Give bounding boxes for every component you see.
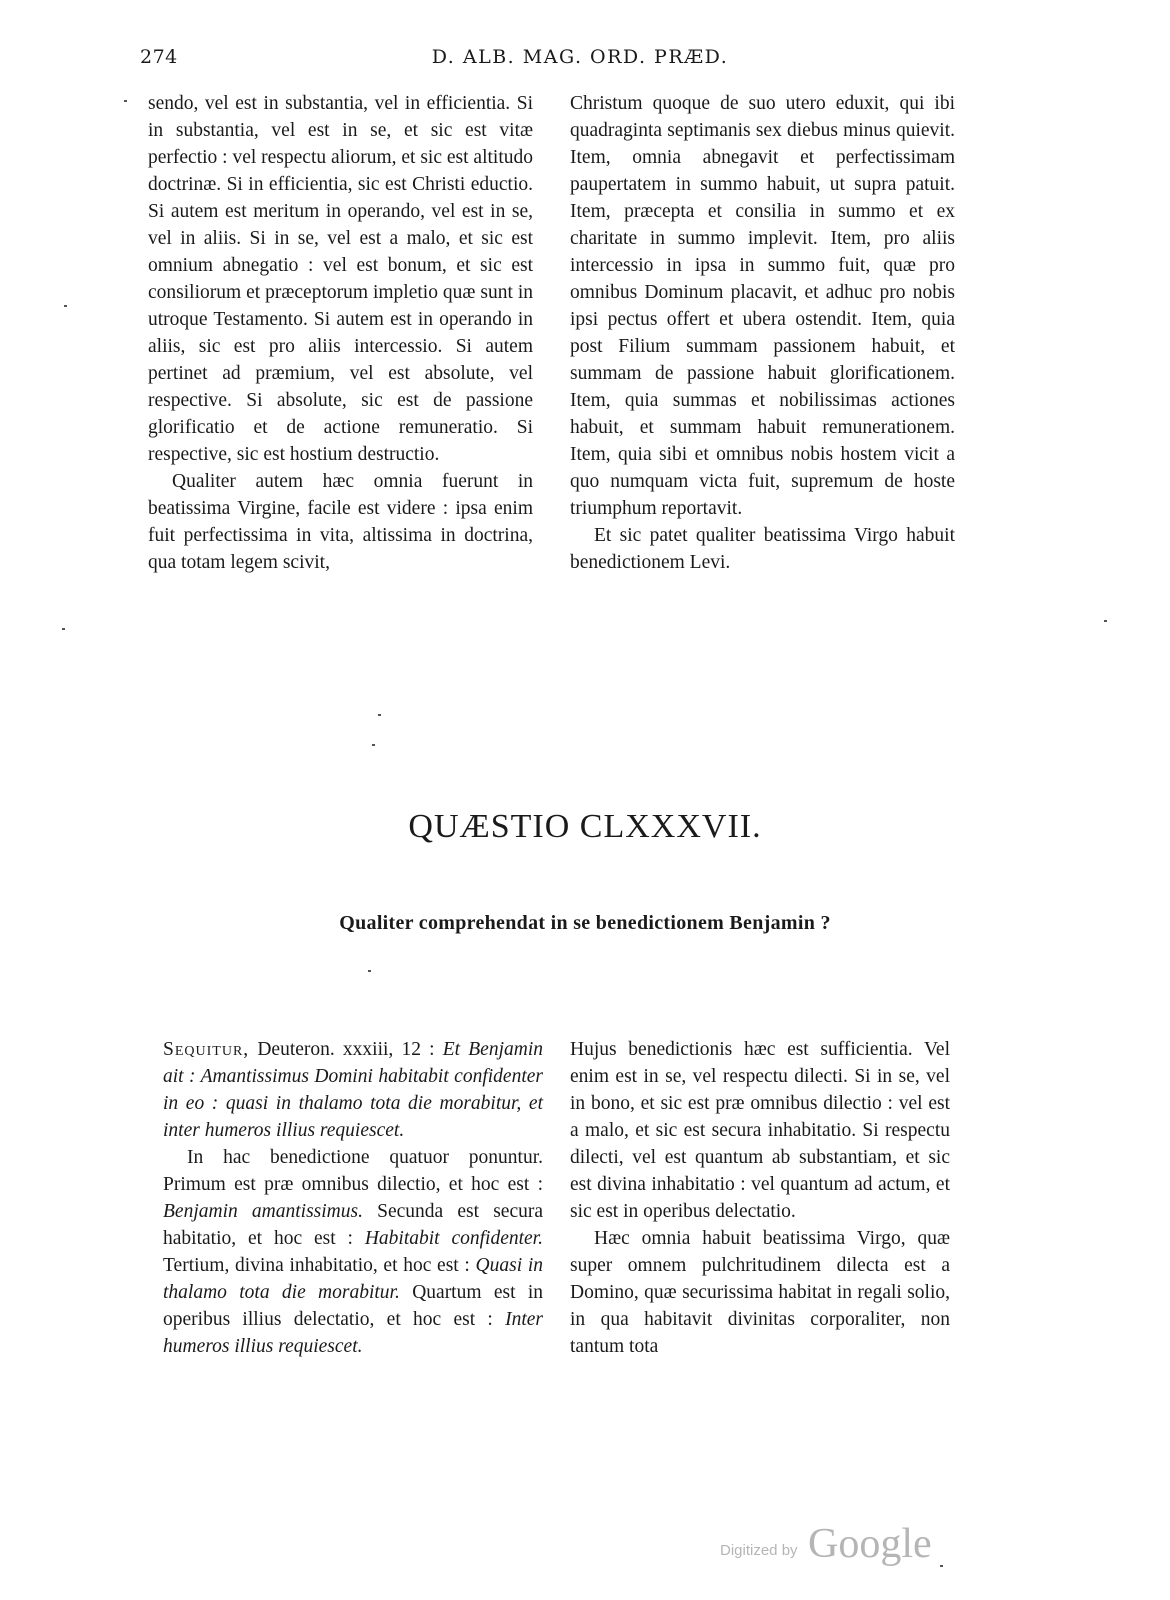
scan-speck [368,970,371,972]
scan-speck [378,714,381,716]
column-bottom-right [570,1036,950,1360]
page-header [140,46,960,76]
scripture-reference: Deuteron. xxxiii, 12 : [249,1039,443,1060]
text-run: Tertium, divina inhabitatio, et hoc est : [163,1255,476,1276]
text-run: Quartum est in operibus illius delectatio, et hoc est : [163,1282,543,1330]
paragraph: Hæc omnia habuit beatissima Virgo, quæ super omnem pulchritudinem dilecta est a Domino, quæ securissima habitat in regali solio, in qua habitavit divinitas corporaliter, non tantum tota [570,1228,950,1357]
scan-speck [1104,620,1107,622]
page-number: 274 [140,46,178,68]
scan-speck [940,1565,943,1567]
text-run: Secunda est secura habitatio, et hoc est : [163,1201,543,1249]
scan-speck [62,628,65,630]
quote-run: Habitabit confidenter. [364,1228,543,1249]
watermark-prefix: Digitized by [720,1542,798,1559]
column-top-right [570,90,955,576]
column-bottom-left [163,1036,543,1360]
paragraph: Et sic patet qualiter beatissima Virgo habuit benedictionem Levi. [570,525,955,573]
scripture-quote: Et Benjamin ait : Amantissimus Domini habitabit confidenter in eo : quasi in thalamo tota die morabitur, et inter humeros illius requiescet. [163,1039,543,1141]
column-top-left [148,90,533,576]
scan-speck [124,100,127,102]
paragraph: Qualiter autem hæc omnia fuerunt in beatissima Virgine, facile est videre : ipsa enim fuit perfectissima in vita, altissima in doctrina, qua totam legem scivit, [148,471,533,573]
text-run: In hac benedictione quatuor ponuntur. Primum est præ omnibus dilectio, et hoc est : [163,1147,543,1195]
google-logo: Google [808,1521,932,1567]
digitized-watermark [720,1520,960,1570]
quote-run: Benjamin amantissimus. [163,1201,363,1222]
paragraph: sendo, vel est in substantia, vel in efficientia. Si in substantia, vel est in se, et sic est vitæ perfectio : vel respectu aliorum, et sic est altitudo doctrinæ. Si in efficientia, sic est Christi eductio. Si autem est meritum in operando, vel est in se, vel in aliis. Si in se, vel est a malo, et sic est omnium abnegatio : vel est bonum, et sic est consiliorum et præceptorum impletio quæ sunt in utroque Testamento. Si autem est in operando in aliis, sic est pro aliis intercessio. Si autem pertinet ad præmium, vel est absolute, vel respective. Si absolute, sic est de passione glorificatio et de actione remuneratio. Si respective, sic est hostium destructio. [148,93,533,465]
quote-run: Inter humeros illius requiescet. [163,1309,543,1357]
lead-word: Sequitur, [163,1039,250,1060]
scan-speck [64,305,67,307]
scan-speck [372,744,375,746]
paragraph: Hujus benedictionis hæc est sufficientia. Vel enim est in se, vel respectu dilecti. Si in se, vel in bono, et sic est præ omnibus dilectio : vel est a malo, et sic est secura inhabitatio. Si respectu dilecti, vel est quantum ab substantiam, et sic est divina inhabitatio : vel quantum ad actum, et sic est in operibus delectatio. [570,1039,950,1222]
quote-run: Quasi in thalamo tota die morabitur. [163,1255,543,1303]
paragraph [163,1144,543,1360]
paragraph: Christum quoque de suo utero eduxit, qui ibi quadraginta septimanis sex diebus minus quievit. Item, omnia abnegavit et perfectissimam paupertatem in summo habuit, ut supra patuit. Item, præcepta et consilia in summo et ex charitate in summo implevit. Item, pro aliis intercessio in ipsa in summo fuit, quæ pro omnibus Dominum placavit, et adhuc pro nobis ipsi pectus offert et ubera ostendit. Item, quia post Filium summam passionem habuit, et summam de passione habuit glorificationem. Item, quia summas et nobilissimas actiones habuit, et summam habuit remunerationem. Item, quia sibi et omnibus nobis hostem vicit a quo numquam victa fuit, supremum de hoste triumphum reportavit. [570,93,955,519]
question-subtitle: Qualiter comprehendat in se benedictionem Benjamin ? [339,912,831,934]
running-head: D. ALB. MAG. ORD. PRÆD. [431,46,729,68]
paragraph [163,1036,543,1144]
question-title: QUÆSTIO CLXXXVII. [408,808,762,845]
